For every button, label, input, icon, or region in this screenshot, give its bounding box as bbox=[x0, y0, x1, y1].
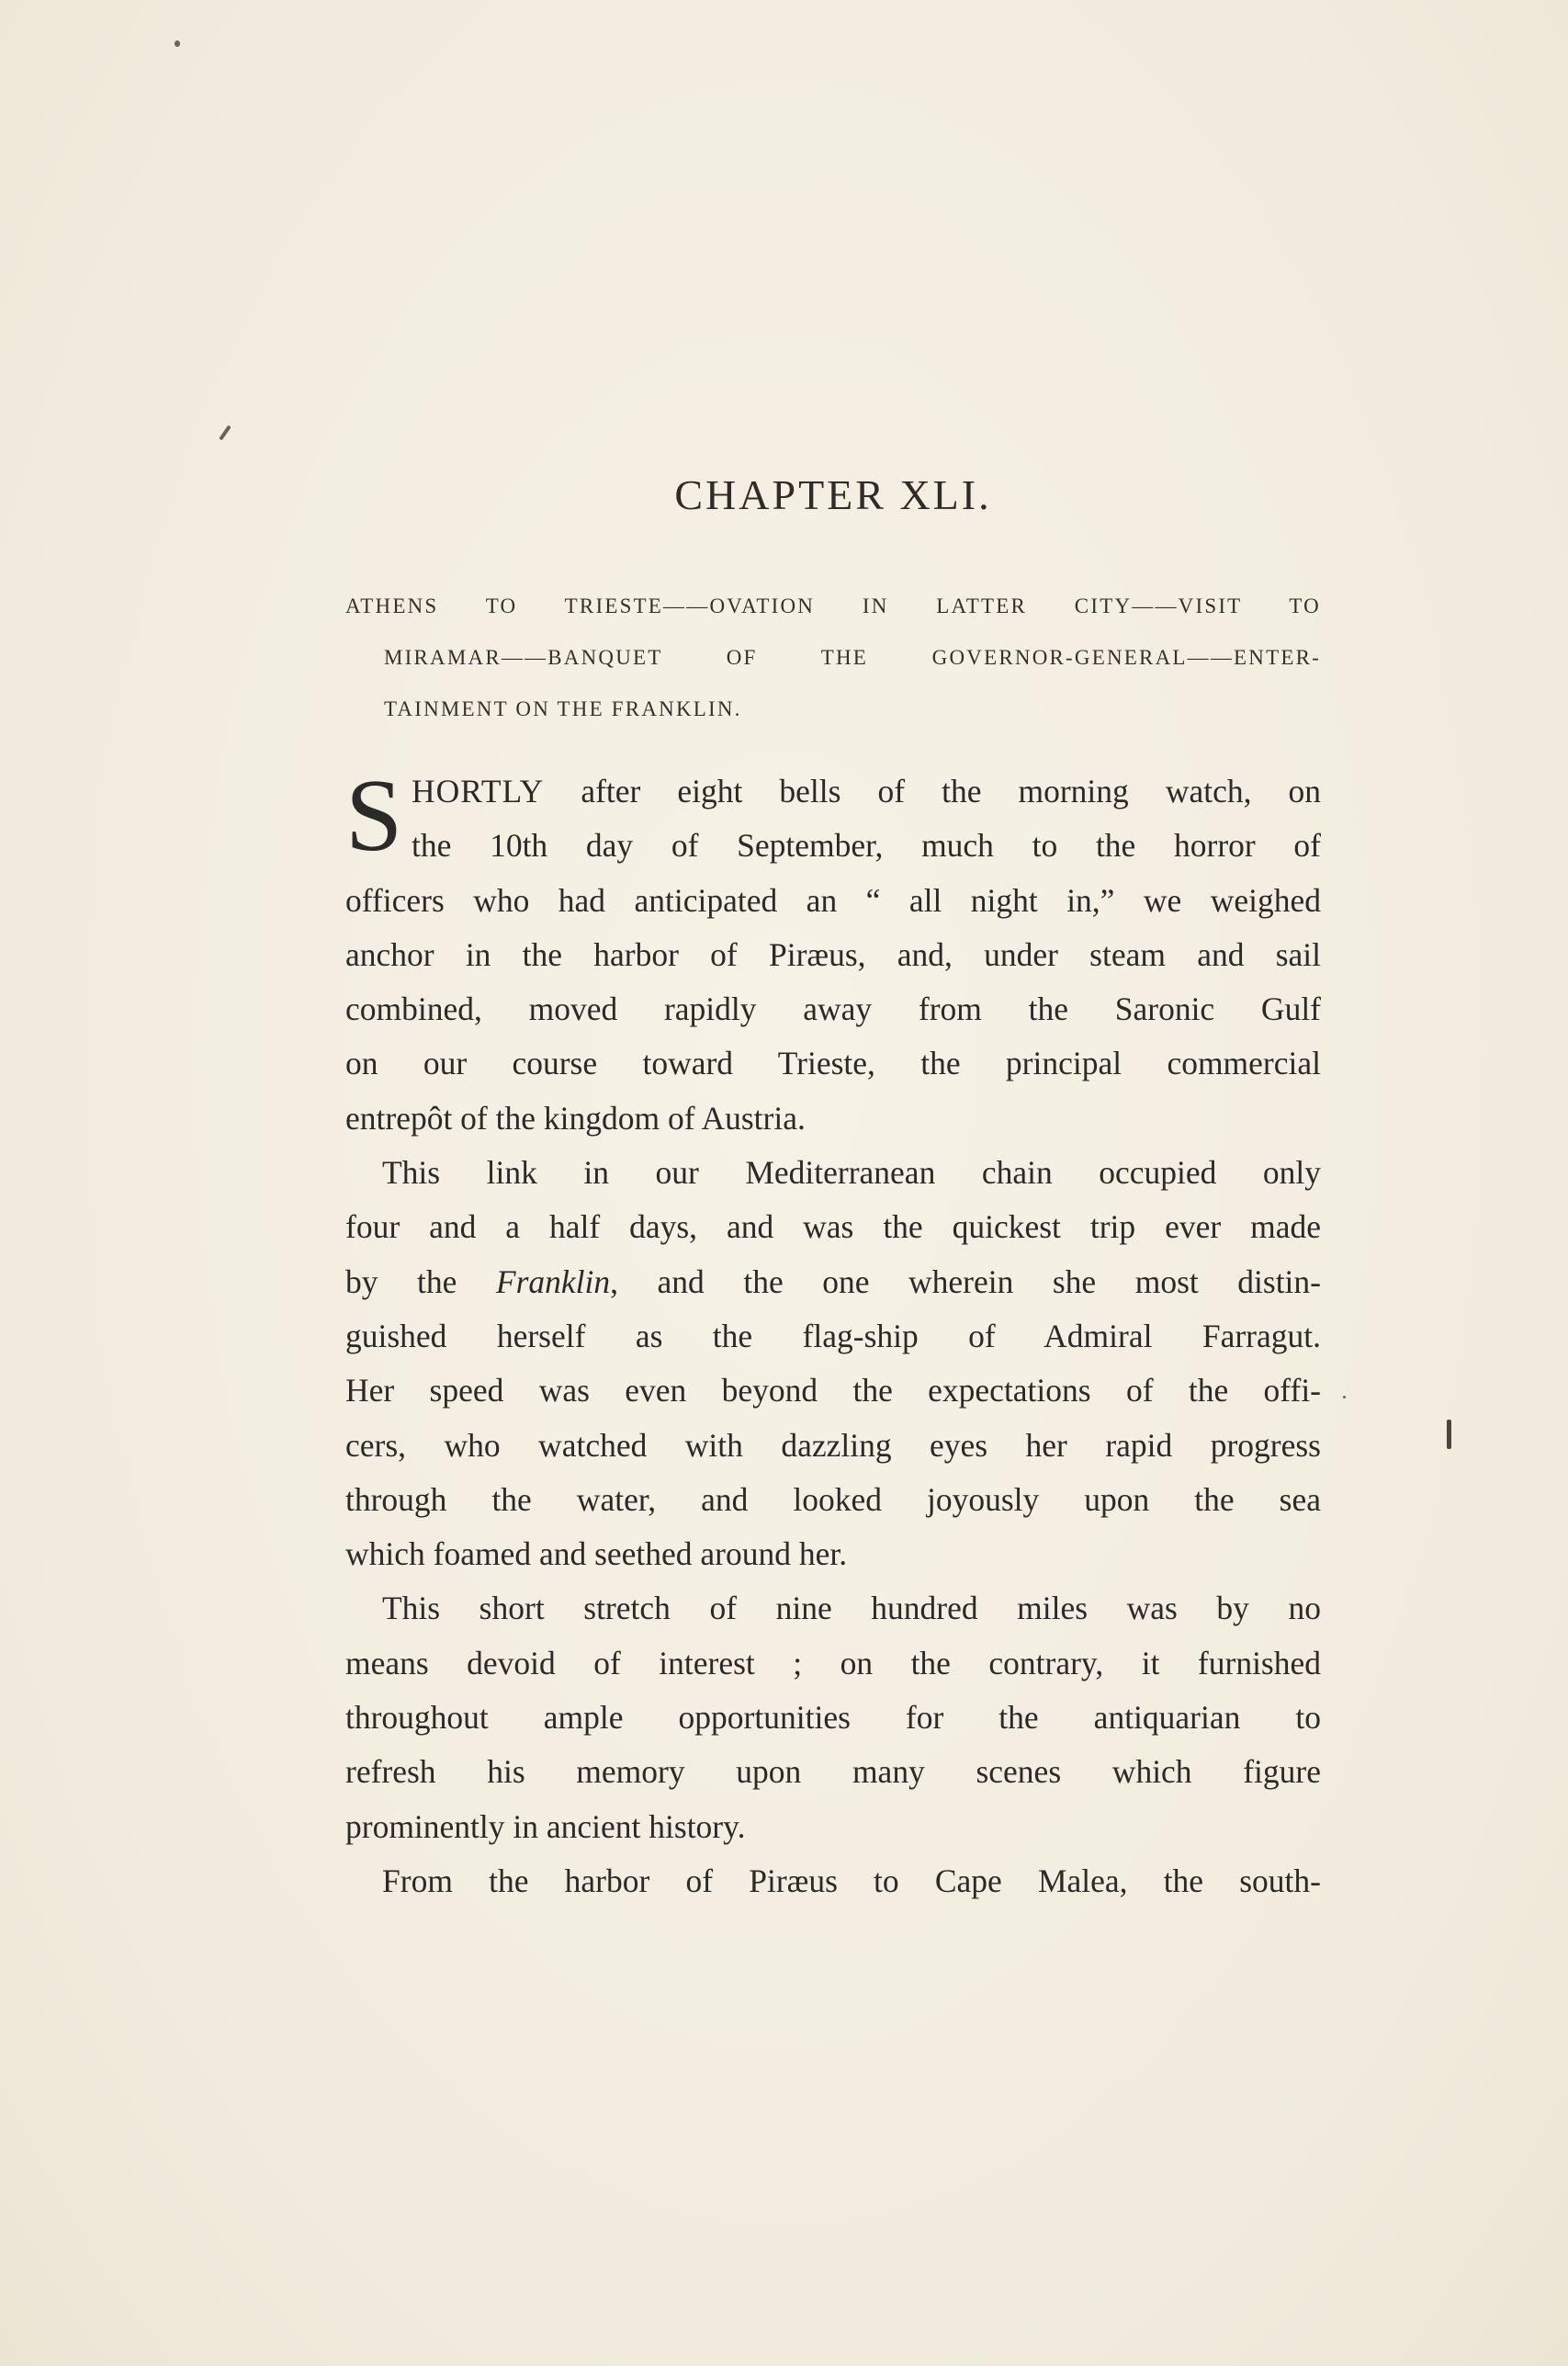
text-line: This short stretch of nine hundred miles was by no bbox=[382, 1590, 1321, 1627]
text-line: combined, moved rapidly away from the Saronic Gulf bbox=[345, 991, 1321, 1028]
text-line: through the water, and looked joyously upon the sea bbox=[345, 1480, 1321, 1518]
summary-line: TAINMENT ON THE FRANKLIN. bbox=[384, 697, 742, 720]
paragraph bbox=[345, 1854, 1321, 1908]
text-line: Her speed was even beyond the expectations of the offi- bbox=[345, 1372, 1321, 1409]
paragraph bbox=[345, 759, 1321, 1146]
text-line: which foamed and seethed around her. bbox=[345, 1535, 848, 1573]
text-line: This link in our Mediterranean chain occupied only bbox=[382, 1154, 1321, 1192]
text-line: anchor in the harbor of Piræus, and, under steam and sail bbox=[345, 935, 1321, 973]
text-line: refresh his memory upon many scenes which figure bbox=[345, 1753, 1321, 1791]
text-line: four and a half days, and was the quickest trip ever made bbox=[345, 1208, 1321, 1246]
chapter-summary bbox=[345, 581, 1321, 735]
text-line bbox=[345, 1255, 1321, 1309]
text-line: cers, who watched with dazzling eyes her rapid progress bbox=[345, 1426, 1321, 1464]
text-line: the 10th day of September, much to the horror of bbox=[412, 827, 1321, 865]
chapter-title: CHAPTER XLI. bbox=[674, 471, 992, 518]
scan-speck bbox=[1447, 1420, 1451, 1449]
paragraph bbox=[345, 1581, 1321, 1853]
text-segment: by the bbox=[345, 1262, 496, 1300]
chapter-body bbox=[345, 759, 1321, 1908]
text-line: prominently in ancient history. bbox=[345, 1807, 746, 1845]
text-segment: , and the one wherein she most distin- bbox=[610, 1262, 1321, 1300]
text-line: throughout ample opportunities for the antiquarian to bbox=[345, 1699, 1321, 1737]
scan-speck bbox=[219, 425, 231, 440]
ship-name: Franklin bbox=[495, 1262, 611, 1300]
paragraph bbox=[345, 1146, 1321, 1581]
summary-line: ATHENS TO TRIESTE——OVATION IN LATTER CITY——VISIT TO bbox=[345, 594, 1321, 617]
lead-word: HORTLY bbox=[412, 773, 545, 809]
scan-speck bbox=[175, 40, 180, 47]
text-line: entrepôt of the kingdom of Austria. bbox=[345, 1099, 806, 1137]
text-line: officers who had anticipated an “ all night in,” we weighed bbox=[345, 881, 1321, 919]
summary-line: MIRAMAR——BANQUET OF THE GOVERNOR-GENERAL——ENTER- bbox=[384, 646, 1321, 669]
text-line: means devoid of interest ; on the contrary, it furnished bbox=[345, 1644, 1321, 1681]
scan-speck bbox=[1343, 1396, 1346, 1398]
text-line: guished herself as the flag-ship of Admiral Farragut. bbox=[345, 1317, 1321, 1354]
text-line: on our course toward Trieste, the principal commercial bbox=[345, 1045, 1321, 1082]
text-segment: after eight bells of the morning watch, on bbox=[544, 773, 1321, 809]
text-line bbox=[345, 764, 1321, 819]
text-line: From the harbor of Piræus to Cape Malea, the south- bbox=[382, 1862, 1321, 1899]
drop-cap: S bbox=[345, 759, 403, 873]
